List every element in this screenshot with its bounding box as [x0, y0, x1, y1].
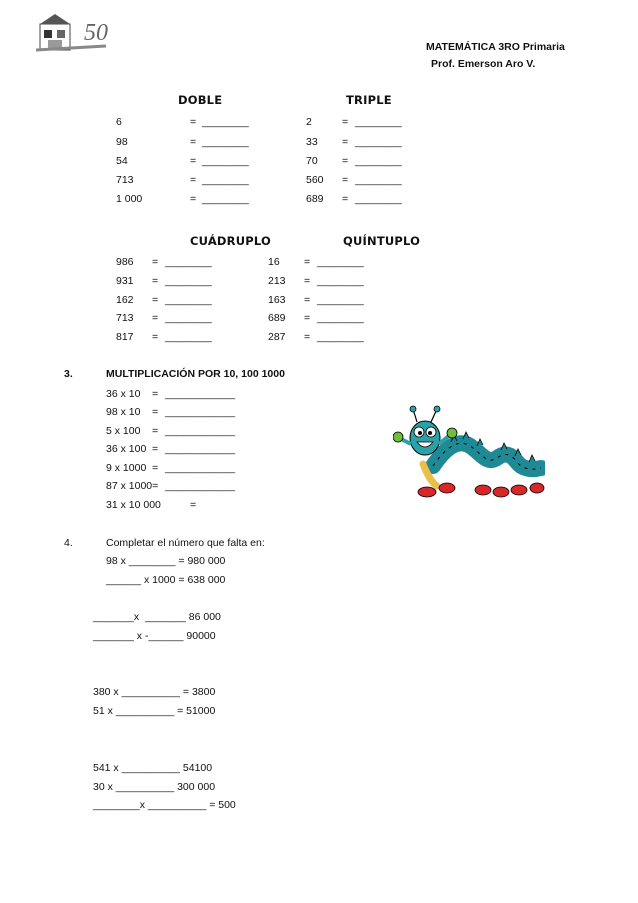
- answer-blank[interactable]: ________: [355, 174, 402, 186]
- cuadruplo-number: 986: [116, 256, 134, 268]
- exercise-line[interactable]: _______x _______ 86 000: [93, 611, 221, 623]
- equals-sign: =: [152, 256, 159, 268]
- multiplication-expression: 5 x 100: [106, 425, 141, 437]
- exercise-line[interactable]: 98 x ________ = 980 000: [106, 555, 226, 567]
- answer-blank[interactable]: ________: [202, 174, 249, 186]
- equals-sign: =: [342, 116, 349, 128]
- doble-number: 54: [116, 155, 128, 167]
- multiplication-expression: 31 x 10 000: [106, 499, 161, 511]
- equals-sign: =: [152, 312, 159, 324]
- exercise-line[interactable]: 51 x __________ = 51000: [93, 705, 216, 717]
- answer-blank[interactable]: ________: [355, 155, 402, 167]
- doble-number: 1 000: [116, 193, 143, 205]
- quintuplo-number: 16: [268, 256, 280, 268]
- answer-blank[interactable]: ________: [317, 312, 364, 324]
- multiplication-expression: 36 x 10: [106, 388, 141, 400]
- equals-sign: =: [342, 174, 349, 186]
- answer-blank[interactable]: ____________: [165, 462, 236, 474]
- exercise-line[interactable]: 380 x __________ = 3800: [93, 686, 216, 698]
- exercise-line[interactable]: _______ x -______ 90000: [93, 630, 216, 642]
- doble-number: 98: [116, 136, 128, 148]
- answer-blank[interactable]: ________: [355, 193, 402, 205]
- section4-title: Completar el número que falta en:: [106, 537, 265, 549]
- answer-blank[interactable]: ________: [317, 275, 364, 287]
- caterpillar-illustration: [393, 404, 545, 504]
- answer-blank[interactable]: ________: [202, 116, 249, 128]
- subject-title: MATEMÁTICA 3RO Primaria: [426, 41, 565, 53]
- answer-blank[interactable]: ____________: [165, 406, 236, 418]
- quintuplo-number: 689: [268, 312, 286, 324]
- equals-sign: =: [152, 388, 159, 400]
- doble-number: 713: [116, 174, 134, 186]
- equals-sign: =: [190, 136, 197, 148]
- triple-number: 2: [306, 116, 312, 128]
- cuadruplo-number: 162: [116, 294, 134, 306]
- cuadruplo-number: 931: [116, 275, 134, 287]
- equals-sign: =: [304, 312, 311, 324]
- answer-blank[interactable]: ____________: [165, 480, 236, 492]
- equals-sign: =: [190, 193, 197, 205]
- equals-sign: =: [190, 499, 197, 511]
- answer-blank[interactable]: ____________: [165, 425, 236, 437]
- quintuplo-number: 287: [268, 331, 286, 343]
- quintuplo-number: 163: [268, 294, 286, 306]
- equals-sign: =: [304, 275, 311, 287]
- triple-number: 33: [306, 136, 318, 148]
- multiplication-expression: 87 x 1000=: [106, 480, 159, 492]
- answer-blank[interactable]: ____________: [165, 443, 236, 455]
- equals-sign: =: [152, 425, 159, 437]
- answer-blank[interactable]: ________: [202, 155, 249, 167]
- equals-sign: =: [152, 462, 159, 474]
- answer-blank[interactable]: ____________: [165, 388, 236, 400]
- answer-blank[interactable]: ________: [165, 275, 212, 287]
- answer-blank[interactable]: ________: [165, 294, 212, 306]
- triple-title: TRIPLE: [346, 93, 392, 107]
- answer-blank[interactable]: ________: [317, 331, 364, 343]
- equals-sign: =: [152, 406, 159, 418]
- answer-blank[interactable]: ________: [165, 312, 212, 324]
- doble-title: DOBLE: [178, 93, 223, 107]
- equals-sign: =: [152, 275, 159, 287]
- equals-sign: =: [152, 331, 159, 343]
- cuadruplo-number: 713: [116, 312, 134, 324]
- multiplication-expression: 98 x 10: [106, 406, 141, 418]
- answer-blank[interactable]: ________: [165, 331, 212, 343]
- multiplication-expression: 36 x 100: [106, 443, 147, 455]
- doble-number: 6: [116, 116, 122, 128]
- equals-sign: =: [304, 331, 311, 343]
- equals-sign: =: [152, 443, 159, 455]
- equals-sign: =: [190, 155, 197, 167]
- cuadruplo-title: CUÁDRUPLO: [190, 234, 271, 248]
- equals-sign: =: [190, 116, 197, 128]
- exercise-line[interactable]: ______ x 1000 = 638 000: [106, 574, 226, 586]
- section3-number: 3.: [64, 368, 73, 380]
- answer-blank[interactable]: ________: [317, 294, 364, 306]
- answer-blank[interactable]: ________: [355, 116, 402, 128]
- equals-sign: =: [342, 193, 349, 205]
- quintuplo-title: QUÍNTUPLO: [343, 234, 421, 248]
- section4-number: 4.: [64, 537, 73, 549]
- triple-number: 560: [306, 174, 324, 186]
- equals-sign: =: [342, 155, 349, 167]
- multiplication-expression: 9 x 1000: [106, 462, 147, 474]
- equals-sign: =: [304, 256, 311, 268]
- logo-number: 50: [84, 20, 108, 46]
- exercise-line[interactable]: 30 x __________ 300 000: [93, 781, 216, 793]
- answer-blank[interactable]: ________: [355, 136, 402, 148]
- answer-blank[interactable]: ________: [202, 136, 249, 148]
- quintuplo-number: 213: [268, 275, 286, 287]
- answer-blank[interactable]: ________: [202, 193, 249, 205]
- equals-sign: =: [342, 136, 349, 148]
- triple-number: 689: [306, 193, 324, 205]
- cuadruplo-number: 817: [116, 331, 134, 343]
- equals-sign: =: [152, 294, 159, 306]
- answer-blank[interactable]: ________: [317, 256, 364, 268]
- exercise-line[interactable]: ________x __________ = 500: [93, 799, 236, 811]
- section3-title: MULTIPLICACIÓN POR 10, 100 1000: [106, 368, 285, 380]
- equals-sign: =: [190, 174, 197, 186]
- equals-sign: =: [304, 294, 311, 306]
- exercise-line[interactable]: 541 x __________ 54100: [93, 762, 213, 774]
- answer-blank[interactable]: ________: [165, 256, 212, 268]
- teacher-name: Prof. Emerson Aro V.: [431, 58, 536, 70]
- school-logo: [26, 10, 114, 54]
- triple-number: 70: [306, 155, 318, 167]
